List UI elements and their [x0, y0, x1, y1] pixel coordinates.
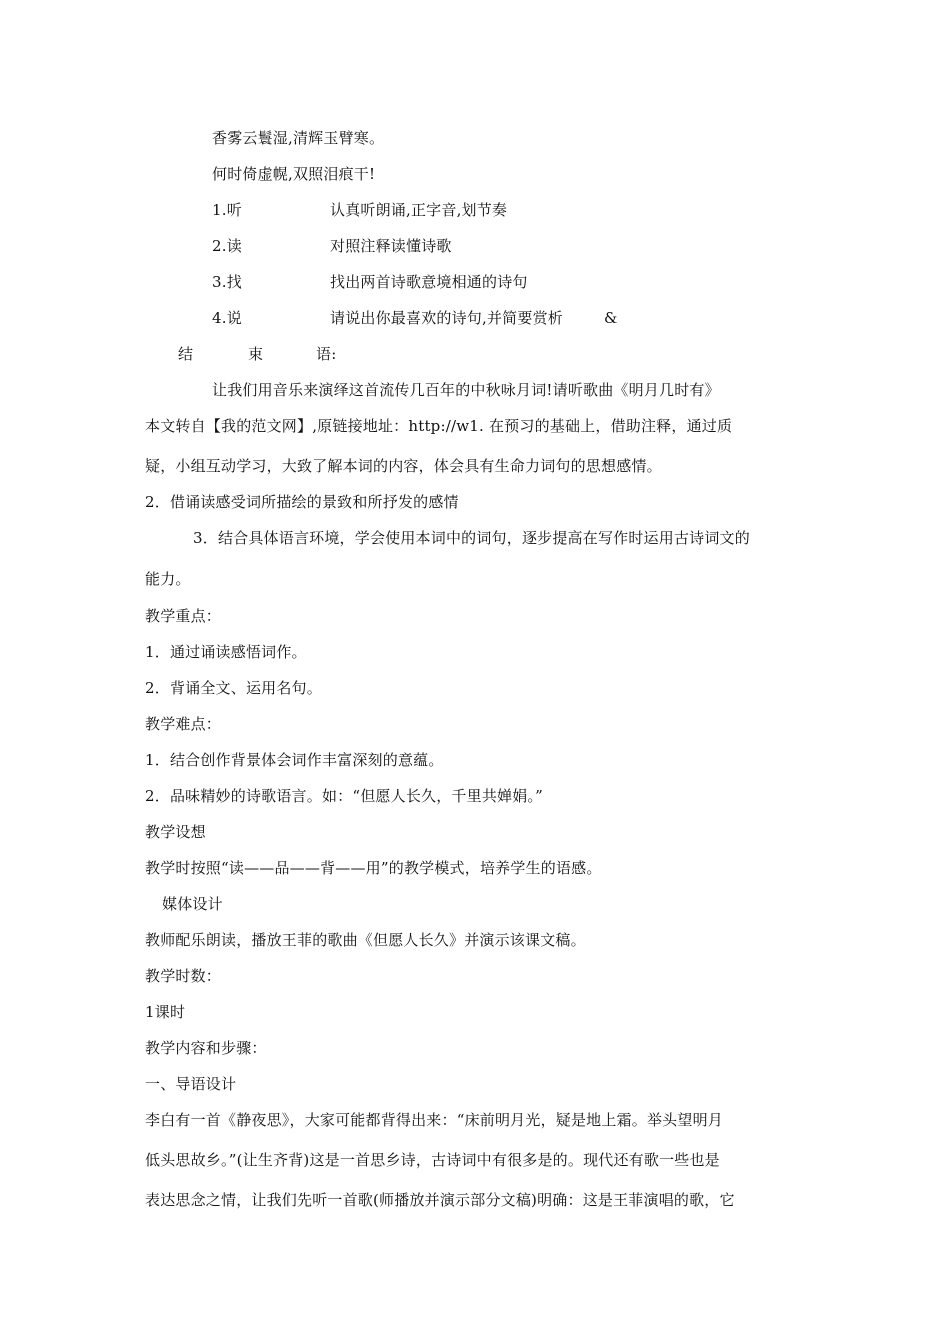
intro-line-2: 低头思故乡。”(让生齐背)这是一首思乡诗，古诗词中有很多是的。现代还有歌一些也是 — [145, 1151, 720, 1169]
ampersand-mark: & — [604, 309, 618, 327]
intro-line-3: 表达思念之情，让我们先听一首歌(师播放并演示部分文稿)明确：这是王菲演唱的歌，它 — [145, 1191, 735, 1209]
step-1-label: 1.听 — [212, 201, 242, 219]
objective-3: 3．结合具体语言环境，学会使用本词中的词句，逐步提高在写作时运用古诗词文的 — [193, 529, 750, 547]
intro-title: 一、导语设计 — [145, 1075, 237, 1093]
difficulties-title: 教学难点： — [145, 715, 222, 733]
difficulty-1: 1．结合创作背景体会词作丰富深刻的意蕴。 — [145, 751, 444, 769]
ending-char-2: 束 — [248, 345, 264, 363]
hours-title: 教学时数： — [145, 967, 222, 985]
step-2-text: 对照注释读懂诗歌 — [330, 237, 452, 255]
ending-text: 让我们用音乐来演绎这首流传几百年的中秋咏月词!请听歌曲《明月几时有》 — [212, 381, 720, 399]
poem-line-1: 香雾云鬟湿,清辉玉臂寒。 — [212, 129, 385, 147]
objective-3-cont: 能力。 — [145, 570, 191, 588]
ending-char-1: 结 — [178, 345, 194, 363]
media-text: 教师配乐朗读，播放王菲的歌曲《但愿人长久》并演示该课文稿。 — [145, 931, 586, 949]
step-3-label: 3.找 — [212, 273, 242, 291]
key-points-title: 教学重点： — [145, 607, 222, 625]
step-4-label: 4.说 — [212, 309, 242, 327]
poem-line-2: 何时倚虚幌,双照泪痕干! — [212, 165, 376, 183]
step-4-text: 请说出你最喜欢的诗句,并简要赏析 — [330, 309, 563, 327]
step-2-label: 2.读 — [212, 237, 242, 255]
step-1-text: 认真听朗诵,正字音,划节奏 — [330, 201, 508, 219]
media-title: 媒体设计 — [162, 895, 223, 913]
source-line: 本文转自【我的范文网】,原链接地址：http://w1. 在预习的基础上，借助注释，通过质 — [145, 417, 733, 435]
design-title: 教学设想 — [145, 823, 206, 841]
objective-1-cont: 疑，小组互动学习，大致了解本词的内容，体会具有生命力词句的思想感情。 — [145, 457, 662, 475]
key-point-1: 1．通过诵读感悟词作。 — [145, 643, 307, 661]
intro-line-1: 李白有一首《静夜思》，大家可能都背得出来：“床前明月光，疑是地上霜。举头望明月 — [145, 1111, 723, 1129]
hours-value: 1课时 — [145, 1003, 186, 1021]
design-text: 教学时按照“读——品——背——用”的教学模式，培养学生的语感。 — [145, 859, 602, 877]
objective-2: 2．借诵读感受词所描绘的景致和所抒发的感情 — [145, 493, 459, 511]
key-point-2: 2．背诵全文、运用名句。 — [145, 679, 322, 697]
step-3-text: 找出两首诗歌意境相通的诗句 — [330, 273, 528, 291]
difficulty-2: 2．品味精妙的诗歌语言。如：“但愿人长久，千里共婵娟。” — [145, 787, 543, 805]
ending-char-3: 语: — [316, 345, 337, 363]
steps-title: 教学内容和步骤： — [145, 1039, 267, 1057]
